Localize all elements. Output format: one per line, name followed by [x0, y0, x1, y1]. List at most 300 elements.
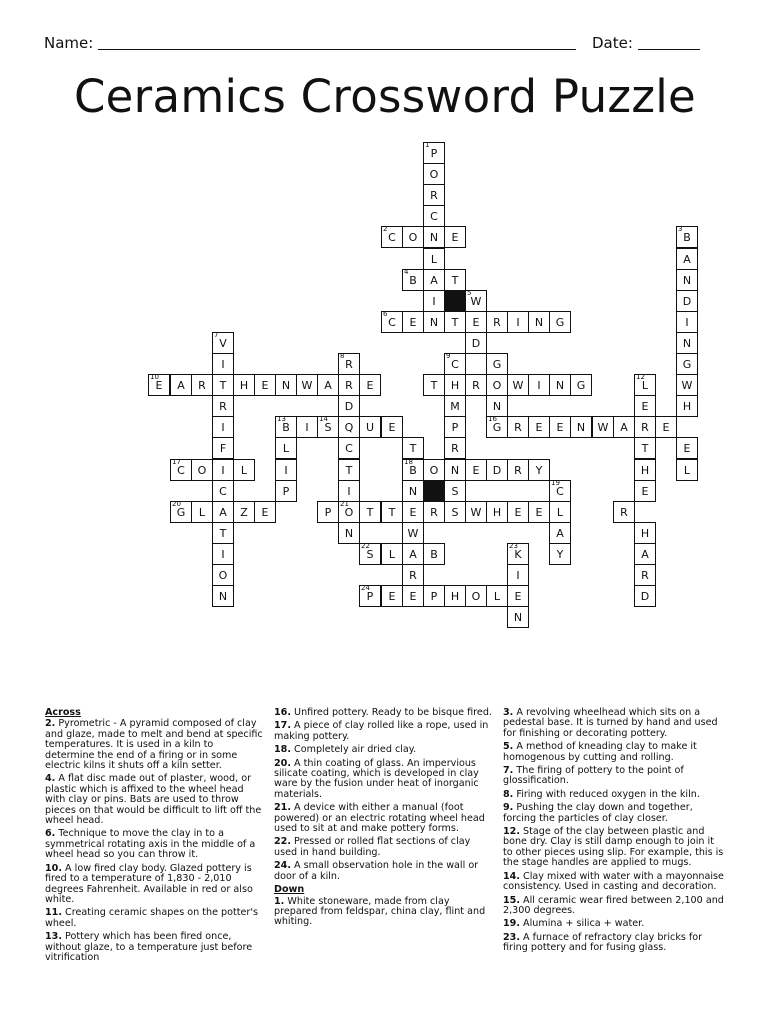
grid-cell[interactable] [465, 332, 487, 354]
page-title: Ceramics Crossword Puzzle [73, 70, 697, 123]
grid-cell-letter: H [682, 400, 692, 413]
grid-cell[interactable] [613, 501, 635, 523]
grid-cell[interactable] [338, 459, 360, 481]
clue-text: A thin coating of glass. An impervious silicate coating, which is developed in clay ware by the fusion under heat of inorganic materials. [274, 757, 479, 800]
grid-cell-letter: N [555, 379, 565, 392]
grid-cell-letter: U [365, 421, 375, 434]
grid-cell[interactable] [549, 522, 571, 544]
grid-cell[interactable] [528, 459, 550, 481]
grid-cell[interactable] [233, 459, 255, 481]
grid-cell[interactable] [444, 395, 466, 417]
grid-cell[interactable] [170, 374, 192, 396]
grid-cell-letter: E [662, 421, 670, 434]
grid-cell-letter: T [219, 527, 227, 540]
grid-cell-letter: E [683, 442, 691, 455]
grid-cell[interactable] [465, 290, 487, 312]
grid-cell[interactable] [465, 585, 487, 607]
grid-cell-letter: G [492, 358, 502, 371]
clue-number: 10 [150, 373, 159, 381]
grid-cell[interactable] [486, 585, 508, 607]
grid-cell-letter: I [221, 358, 225, 371]
grid-cell[interactable] [254, 374, 276, 396]
grid-cell[interactable] [507, 501, 529, 523]
grid-cell-letter: L [282, 442, 290, 455]
clue-number-label: 4. [45, 773, 56, 785]
clue-text: Pyrometric - A pyramid composed of clay and glaze, made to melt and bend at specific temperatures. It is used in a kiln to determine the end of a firing or in some electric kilns it shuts off a kiln setter. [45, 718, 263, 772]
grid-cell[interactable] [465, 311, 487, 333]
grid-cell[interactable] [212, 332, 234, 354]
grid-cell[interactable] [423, 163, 445, 185]
grid-cell-letter: N [534, 316, 544, 329]
grid-cell-letter: R [345, 358, 353, 371]
grid-cell[interactable] [444, 416, 466, 438]
grid-cell[interactable] [402, 522, 424, 544]
grid-cell[interactable] [423, 311, 445, 333]
grid-cell[interactable] [191, 374, 213, 396]
clue-item [503, 803, 725, 824]
grid-cell[interactable] [338, 437, 360, 459]
clue-text: A method of kneading clay to make it homogenous by cutting and rolling. [503, 741, 697, 763]
grid-cell[interactable] [423, 226, 445, 248]
grid-cell-letter: P [282, 485, 290, 498]
grid-cell[interactable] [634, 459, 656, 481]
grid-cell-letter: O [429, 168, 439, 181]
grid-cell[interactable] [465, 459, 487, 481]
grid-cell-letter: H [640, 527, 650, 540]
grid-cell[interactable] [191, 459, 213, 481]
grid-cell-letter: E [472, 316, 480, 329]
grid-cell[interactable] [317, 374, 339, 396]
grid-cell[interactable] [275, 374, 297, 396]
clue-item [274, 837, 494, 858]
clue-number-label: 8. [503, 788, 514, 800]
grid-cell[interactable] [402, 585, 424, 607]
grid-cell[interactable] [507, 416, 529, 438]
grid-cell-letter: T [388, 506, 396, 519]
clue-number: 17 [172, 458, 181, 466]
name-label: Name: [44, 34, 94, 52]
grid-cell[interactable] [338, 480, 360, 502]
grid-cell[interactable] [676, 332, 698, 354]
grid-cell[interactable] [254, 501, 276, 523]
clue-text: A device with either a manual (foot powered) or an electric rotating wheel head used to sit at and make pottery forms. [274, 802, 485, 835]
grid-cell[interactable] [507, 585, 529, 607]
grid-cell[interactable] [444, 437, 466, 459]
grid-cell[interactable] [528, 311, 550, 333]
grid-cell[interactable] [486, 416, 508, 438]
grid-cell-letter: W [301, 379, 313, 392]
clue-item [45, 829, 265, 860]
grid-cell[interactable] [381, 501, 403, 523]
grid-cell[interactable] [549, 543, 571, 565]
grid-cell[interactable] [676, 226, 698, 248]
grid-cell[interactable] [613, 416, 635, 438]
grid-cell-letter: E [514, 506, 522, 519]
grid-cell[interactable] [338, 416, 360, 438]
grid-cell[interactable] [634, 395, 656, 417]
grid-cell-letter: E [409, 590, 417, 603]
clue-text: A small observation hole in the wall or door of a kiln. [274, 860, 479, 882]
grid-cell[interactable] [402, 311, 424, 333]
grid-cell[interactable] [212, 353, 234, 375]
grid-cell-letter: O [218, 569, 228, 582]
grid-cell-letter: G [682, 358, 692, 371]
grid-cell[interactable] [381, 311, 403, 333]
grid-cell-letter: A [430, 274, 438, 287]
grid-cell[interactable] [634, 522, 656, 544]
grid-cell-letter: O [429, 464, 439, 477]
grid-cell[interactable] [423, 543, 445, 565]
clue-item [274, 759, 494, 801]
clue-number: 23 [509, 542, 518, 550]
grid-cell[interactable] [423, 205, 445, 227]
grid-cell[interactable] [148, 374, 170, 396]
clue-item [503, 766, 725, 787]
clue-item [503, 896, 725, 917]
grid-cell[interactable] [444, 585, 466, 607]
grid-cell[interactable] [338, 501, 360, 523]
grid-cell[interactable] [317, 501, 339, 523]
grid-cell[interactable] [528, 374, 550, 396]
grid-cell[interactable] [486, 311, 508, 333]
grid-cell[interactable] [549, 480, 571, 502]
grid-cell[interactable] [655, 416, 677, 438]
grid-cell[interactable] [486, 374, 508, 396]
grid-cell[interactable] [275, 459, 297, 481]
grid-cell[interactable] [444, 459, 466, 481]
grid-cell[interactable] [444, 374, 466, 396]
grid-cell[interactable] [634, 374, 656, 396]
grid-cell-letter: R [451, 442, 459, 455]
grid-cell[interactable] [402, 564, 424, 586]
clue-item [274, 897, 494, 928]
grid-cell-letter: A [641, 548, 649, 561]
grid-cell[interactable] [402, 480, 424, 502]
clue-number-label: 20. [274, 757, 291, 769]
grid-cell[interactable] [402, 459, 424, 481]
grid-cell[interactable] [381, 416, 403, 438]
clue-text: Pressed or rolled flat sections of clay used in hand building. [274, 836, 471, 858]
grid-cell[interactable] [570, 416, 592, 438]
grid-cell[interactable] [402, 501, 424, 523]
grid-cell-letter: E [472, 464, 480, 477]
grid-cell[interactable] [338, 395, 360, 417]
grid-cell-letter: B [409, 274, 417, 287]
grid-cell[interactable] [212, 501, 234, 523]
grid-cell-letter: C [556, 485, 564, 498]
grid-cell[interactable] [423, 269, 445, 291]
clue-number-label: 24. [274, 860, 291, 872]
grid-cell[interactable] [359, 585, 381, 607]
grid-cell[interactable] [634, 416, 656, 438]
grid-cell-letter: T [409, 442, 417, 455]
clue-number-label: 18. [274, 744, 291, 756]
clue-text: Pushing the clay down and together, forcing the particles of clay closer. [503, 802, 693, 824]
grid-cell-letter: O [344, 506, 354, 519]
grid-cell[interactable] [423, 585, 445, 607]
grid-cell-letter: N [429, 316, 439, 329]
grid-cell[interactable] [676, 437, 698, 459]
clue-number-label: 21. [274, 802, 291, 814]
grid-cell[interactable] [676, 269, 698, 291]
grid-cell[interactable] [676, 459, 698, 481]
grid-cell-letter: E [556, 421, 564, 434]
grid-cell-letter: H [450, 379, 460, 392]
clue-number: 24 [361, 584, 370, 592]
grid-cell[interactable] [507, 459, 529, 481]
clue-item [503, 919, 725, 929]
clue-number: 14 [319, 415, 328, 423]
grid-cell[interactable] [528, 501, 550, 523]
clue-item [503, 790, 725, 800]
clues-column-2 [274, 708, 494, 931]
grid-cell-letter: L [240, 464, 248, 477]
grid-cell-letter: N [218, 590, 228, 603]
grid-cell[interactable] [465, 374, 487, 396]
grid-cell[interactable] [296, 416, 318, 438]
clue-number-label: 23. [503, 931, 520, 943]
grid-cell[interactable] [381, 543, 403, 565]
grid-cell-letter: S [451, 506, 459, 519]
grid-cell-letter: I [347, 485, 351, 498]
grid-cell[interactable] [359, 501, 381, 523]
grid-cell[interactable] [444, 269, 466, 291]
grid-cell-letter: P [324, 506, 332, 519]
grid-cell[interactable] [233, 374, 255, 396]
grid-cell-letter: E [409, 506, 417, 519]
grid-cell[interactable] [549, 416, 571, 438]
grid-cell[interactable] [549, 311, 571, 333]
clue-number-label: 7. [503, 765, 514, 777]
clue-text: Completely air dried clay. [291, 744, 417, 756]
clue-number-label: 1. [274, 895, 285, 907]
grid-cell-letter: R [430, 506, 438, 519]
clue-number-label: 16. [274, 707, 291, 718]
grid-cell[interactable] [317, 416, 339, 438]
grid-cell[interactable] [486, 395, 508, 417]
grid-cell[interactable] [570, 374, 592, 396]
clue-text: The firing of pottery to the point of glossification. [503, 765, 684, 787]
grid-cell[interactable] [402, 437, 424, 459]
grid-cell[interactable] [359, 374, 381, 396]
grid-cell[interactable] [423, 184, 445, 206]
grid-cell-letter: D [492, 464, 502, 477]
grid-cell-letter: D [682, 295, 692, 308]
grid-cell-letter: E [641, 400, 649, 413]
clue-item [45, 864, 265, 906]
clue-item [274, 803, 494, 834]
grid-cell[interactable] [338, 374, 360, 396]
grid-cell[interactable] [381, 226, 403, 248]
grid-cell[interactable] [359, 543, 381, 565]
grid-cell-letter: E [409, 316, 417, 329]
grid-cell[interactable] [634, 480, 656, 502]
clues-column-3 [503, 708, 725, 957]
grid-black-cell [444, 290, 466, 312]
grid-cell-letter: O [471, 590, 481, 603]
grid-cell[interactable] [486, 501, 508, 523]
clue-text: Creating ceramic shapes on the potter's wheel. [45, 907, 259, 929]
clue-number: 19 [551, 479, 560, 487]
grid-cell[interactable] [423, 459, 445, 481]
grid-cell-letter: A [219, 506, 227, 519]
grid-cell[interactable] [402, 226, 424, 248]
clue-item [274, 721, 494, 742]
grid-cell[interactable] [676, 311, 698, 333]
clue-section-heading: Across [45, 707, 81, 718]
grid-cell-letter: E [451, 231, 459, 244]
clue-text: A flat disc made out of plaster, wood, or plastic which is affixed to the wheel head with clay or pins. Bats are used to throw pieces on that would be difficult to lift off the wheel head. [45, 773, 262, 827]
grid-cell[interactable] [212, 374, 234, 396]
grid-cell-letter: I [432, 295, 436, 308]
grid-cell-letter: E [261, 506, 269, 519]
grid-cell[interactable] [296, 374, 318, 396]
grid-cell-letter: T [641, 442, 649, 455]
clue-number: 2 [383, 225, 388, 233]
grid-cell-letter: R [219, 400, 227, 413]
grid-cell[interactable] [423, 290, 445, 312]
grid-cell[interactable] [444, 480, 466, 502]
grid-cell[interactable] [634, 564, 656, 586]
grid-cell[interactable] [275, 416, 297, 438]
grid-cell[interactable] [507, 564, 529, 586]
grid-cell[interactable] [212, 480, 234, 502]
grid-cell[interactable] [676, 374, 698, 396]
grid-cell-letter: W [470, 295, 482, 308]
grid-cell-letter: Y [556, 548, 564, 561]
grid-cell-letter: A [409, 548, 417, 561]
grid-cell-letter: D [344, 400, 354, 413]
grid-cell-letter: T [366, 506, 374, 519]
clue-number: 9 [446, 352, 451, 360]
clue-item [503, 827, 725, 869]
grid-cell[interactable] [423, 248, 445, 270]
grid-cell[interactable] [233, 501, 255, 523]
grid-cell[interactable] [338, 353, 360, 375]
grid-cell-letter: O [492, 379, 502, 392]
grid-cell[interactable] [170, 501, 192, 523]
grid-cell-letter: V [219, 337, 227, 350]
grid-cell-letter: D [640, 590, 650, 603]
grid-cell[interactable] [592, 416, 614, 438]
grid-cell-letter: S [451, 485, 459, 498]
grid-cell[interactable] [191, 501, 213, 523]
grid-cell[interactable] [634, 437, 656, 459]
grid-cell[interactable] [338, 522, 360, 544]
grid-cell-letter: H [640, 464, 650, 477]
grid-cell-letter: I [685, 316, 689, 329]
clues-column-1 [45, 708, 265, 966]
grid-cell[interactable] [634, 543, 656, 565]
clue-text: Stage of the clay between plastic and bone dry. Clay is still damp enough to join it to other pieces using slip. For example, this is the stage handles are applied to mugs. [503, 826, 724, 869]
grid-cell[interactable] [423, 142, 445, 164]
grid-cell[interactable] [676, 353, 698, 375]
clue-text: Unfired pottery. Ready to be bisque fired. [291, 707, 492, 718]
clue-number-label: 3. [503, 707, 514, 718]
clue-number: 16 [488, 415, 497, 423]
grid-cell[interactable] [170, 459, 192, 481]
grid-cell-letter: P [451, 421, 459, 434]
clue-number-label: 10. [45, 862, 62, 874]
clue-text: A piece of clay rolled like a rope, used in making pottery. [274, 720, 489, 742]
grid-cell-letter: R [472, 379, 480, 392]
grid-cell[interactable] [381, 585, 403, 607]
grid-cell[interactable] [676, 248, 698, 270]
grid-cell[interactable] [212, 459, 234, 481]
grid-cell[interactable] [212, 543, 234, 565]
clue-item [503, 872, 725, 893]
grid-cell[interactable] [444, 226, 466, 248]
grid-cell-letter: G [576, 379, 586, 392]
grid-cell-letter: Y [535, 464, 543, 477]
clue-text: A low fired clay body. Glazed pottery is fired to a temperature of 1,830 - 2,010 degrees Fahrenheit. Available in red or also white. [45, 862, 253, 905]
grid-cell[interactable] [275, 480, 297, 502]
grid-cell[interactable] [402, 543, 424, 565]
grid-cell[interactable] [528, 416, 550, 438]
grid-cell[interactable] [444, 501, 466, 523]
grid-cell[interactable] [212, 585, 234, 607]
grid-cell[interactable] [507, 311, 529, 333]
grid-cell-letter: E [261, 379, 269, 392]
grid-cell[interactable] [486, 459, 508, 481]
grid-cell[interactable] [507, 374, 529, 396]
grid-cell[interactable] [549, 501, 571, 523]
grid-cell[interactable] [676, 395, 698, 417]
clue-number-label: 9. [503, 802, 514, 814]
grid-cell[interactable] [634, 585, 656, 607]
grid-cell-letter: S [366, 548, 374, 561]
grid-cell[interactable] [549, 374, 571, 396]
grid-cell-letter: N [344, 527, 354, 540]
grid-cell-letter: R [514, 464, 522, 477]
clue-text: A furnace of refractory clay bricks for firing pottery and for fusing glass. [503, 931, 703, 954]
clue-text: Pottery which has been fired once, without glaze, to a temperature just before vitrification [45, 931, 253, 963]
grid-cell[interactable] [359, 416, 381, 438]
grid-cell[interactable] [212, 416, 234, 438]
clue-number: 5 [467, 289, 472, 297]
clue-number: 6 [383, 310, 388, 318]
grid-cell[interactable] [275, 437, 297, 459]
grid-cell[interactable] [507, 543, 529, 565]
grid-cell-letter: R [620, 506, 628, 519]
grid-cell-letter: Q [344, 421, 354, 434]
grid-cell-letter: D [471, 337, 481, 350]
grid-cell[interactable] [212, 437, 234, 459]
grid-cell-letter: E [641, 485, 649, 498]
grid-cell[interactable] [423, 374, 445, 396]
grid-cell[interactable] [402, 269, 424, 291]
grid-cell-letter: L [556, 506, 564, 519]
clue-number-label: 14. [503, 870, 520, 882]
grid-cell-letter: R [641, 569, 649, 582]
grid-cell[interactable] [212, 522, 234, 544]
grid-cell[interactable] [444, 311, 466, 333]
grid-cell[interactable] [486, 353, 508, 375]
grid-cell[interactable] [465, 501, 487, 523]
grid-cell-letter: L [430, 253, 438, 266]
grid-cell[interactable] [423, 501, 445, 523]
grid-cell-letter: I [516, 316, 520, 329]
clue-number: 13 [277, 415, 286, 423]
grid-cell[interactable] [507, 606, 529, 628]
grid-cell-letter: E [514, 590, 522, 603]
grid-cell[interactable] [212, 395, 234, 417]
grid-cell-letter: G [176, 506, 186, 519]
grid-cell-letter: N [513, 611, 523, 624]
grid-cell[interactable] [212, 564, 234, 586]
grid-cell[interactable] [444, 353, 466, 375]
grid-cell[interactable] [676, 290, 698, 312]
